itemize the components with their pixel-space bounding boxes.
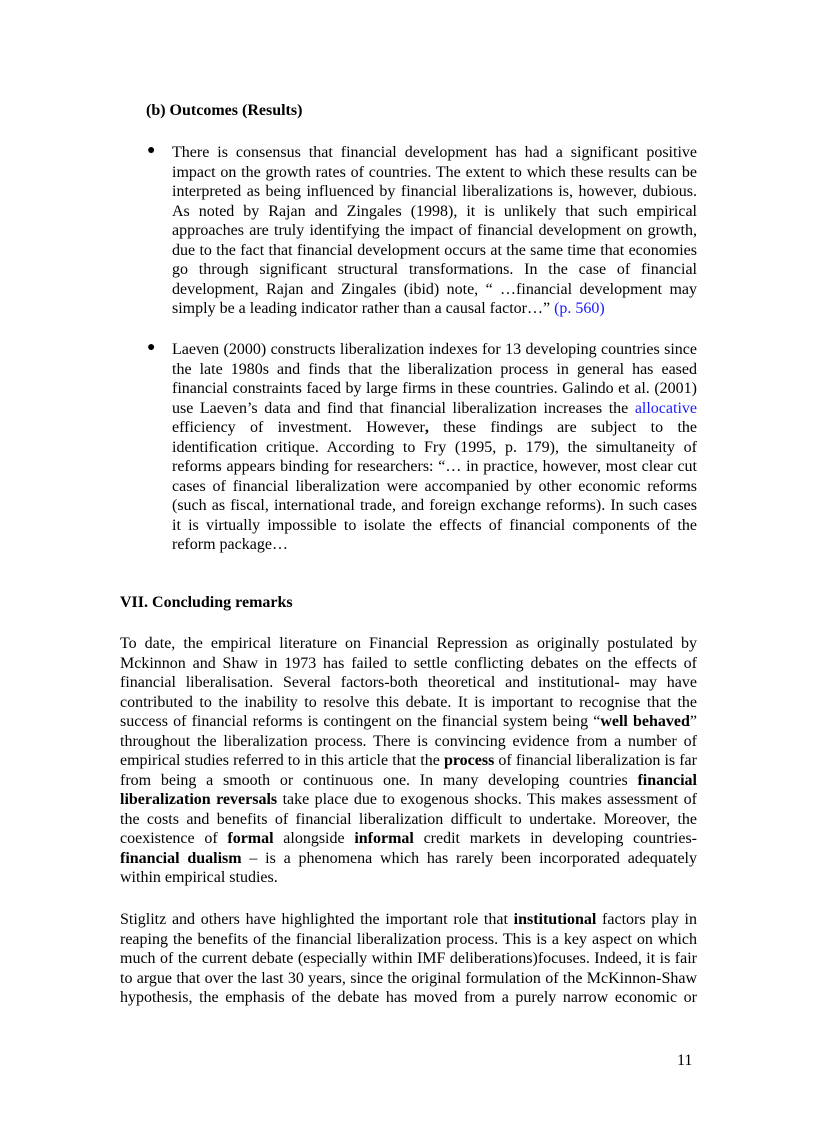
bold-text: process: [443, 752, 495, 769]
text-line: [120, 673, 697, 693]
text-line: [120, 969, 697, 989]
text-line: [172, 340, 697, 360]
paragraph-to-date: [120, 634, 697, 888]
text-run: alongside: [273, 830, 355, 847]
text-line: [120, 910, 697, 930]
text-line: [120, 949, 697, 969]
text-line: [120, 868, 697, 888]
text-run: There is consensus that financial development has had a significant positive: [172, 144, 697, 161]
bullet-icon: ●: [147, 340, 156, 355]
text-run: financial liberalisation. Several factors-both theoretical and institutional- may have: [120, 674, 697, 691]
text-run: interpreted as being influenced by financial liberalizations is, however, dubious.: [172, 183, 697, 200]
text-run: cases of financial liberalization were accompanied by other economic reforms: [172, 477, 697, 495]
text-run: reforms appears binding for researchers: “… in practice, however, most clear cut: [172, 458, 697, 475]
bold-text: informal: [354, 830, 414, 847]
bold-text: ,: [424, 419, 429, 436]
bold-text: financial: [637, 771, 697, 789]
text-run: ”: [689, 713, 697, 730]
text-run: from being a smooth or continuous one. In many developing countries: [120, 771, 638, 789]
text-run: development, Rajan and Zingales (ibid) note, “ …financial development may: [172, 280, 697, 298]
text-run: success of financial reforms is contingent on the financial system being “: [120, 713, 601, 730]
page-number: 11: [677, 1052, 693, 1069]
text-run: of financial liberalization is far: [494, 752, 697, 769]
text-line: [172, 260, 697, 280]
text-line: [172, 221, 697, 241]
text-line: [172, 438, 697, 458]
text-run: contributed to the inability to resolve this debate. It is important to recognise that the: [120, 693, 697, 711]
text-line: [172, 418, 697, 438]
text-run: impact on the growth rates of countries. The extent to which these results can be: [172, 163, 697, 181]
bullet-item-laeven: [172, 340, 697, 555]
section-heading-outcomes: (b) Outcomes (Results): [146, 102, 303, 119]
text-run: due to the fact that financial development occurs at the same time that economies: [172, 241, 697, 259]
text-run: Mckinnon and Shaw in 1973 has failed to settle conflicting debates on the effects of: [120, 654, 697, 672]
bold-text: institutional: [513, 911, 597, 928]
citation-link[interactable]: allocative: [634, 399, 697, 417]
text-line: [120, 693, 697, 713]
bold-text: well behaved: [600, 713, 690, 730]
text-line: [120, 712, 697, 732]
text-run: credit markets in developing countries-: [413, 830, 698, 847]
text-run: (such as fiscal, international trade, and foreign exchange reforms). In such cases: [172, 497, 697, 514]
text-line: [172, 399, 697, 419]
text-line: [172, 516, 697, 536]
text-run: efficiency of investment. However: [172, 419, 425, 436]
bullet-item-consensus: [172, 143, 697, 319]
text-line: [120, 732, 697, 752]
bold-text: liberalization reversals: [120, 791, 278, 808]
text-line: [172, 163, 697, 183]
text-run: the late 1980s and finds that the liberalization process in general has eased: [172, 360, 697, 378]
text-run: throughout the liberalization process. There is convincing evidence from a number of: [120, 732, 697, 750]
text-line: [172, 457, 697, 477]
text-line: [120, 930, 697, 950]
text-run: approaches are truly identifying the impact of financial development on growth,: [172, 222, 697, 239]
text-line: [120, 988, 697, 1008]
text-line: [172, 535, 697, 555]
text-run: factors play in: [596, 911, 697, 928]
text-line: [172, 496, 697, 516]
text-run: – is a phenomena which has rarely been incorporated adequately: [241, 849, 698, 867]
text-run: reform package…: [172, 536, 288, 553]
text-line: [120, 829, 697, 849]
text-run: financial constraints faced by large firms in these countries. Galindo et al. (2001): [172, 380, 697, 397]
text-line: [172, 299, 697, 319]
text-run: Stiglitz and others have highlighted the important role that: [120, 911, 514, 928]
text-line: [120, 654, 697, 674]
text-run: take place due to exogenous shocks. This makes assessment of: [277, 791, 698, 808]
citation-link[interactable]: (p. 560): [554, 300, 605, 317]
text-line: [172, 182, 697, 202]
text-run: Laeven (2000) constructs liberalization indexes for 13 developing countries since: [172, 341, 697, 358]
text-run: hypothesis, the emphasis of the debate has moved from a purely narrow economic or: [120, 989, 697, 1006]
text-run: much of the current debate (especially within IMF deliberations)focuses. Indeed, it is fair: [120, 950, 697, 967]
text-line: [172, 360, 697, 380]
text-run: simply be a leading indicator rather than a causal factor…”: [172, 300, 555, 317]
bold-text: financial dualism: [120, 849, 242, 867]
text-line: [172, 143, 697, 163]
text-run: As noted by Rajan and Zingales (1998), it is unlikely that such empirical: [172, 202, 697, 220]
text-line: [172, 477, 697, 497]
text-run: it is virtually impossible to isolate the effects of financial components of the: [172, 516, 697, 534]
text-run: identification critique. According to Fry (1995, p. 179), the simultaneity of: [172, 438, 697, 456]
text-run: coexistence of: [120, 830, 228, 847]
text-run: to argue that over the last 30 years, since the original formulation of the McKinnon-Shaw: [120, 969, 697, 987]
text-line: [172, 280, 697, 300]
text-line: [172, 202, 697, 222]
text-line: [120, 771, 697, 791]
text-run: use Laeven’s data and find that financial liberalization increases the: [172, 399, 635, 417]
text-line: [172, 379, 697, 399]
text-run: reaping the benefits of the financial liberalization process. This is a key aspect on which: [120, 930, 697, 948]
text-line: [172, 241, 697, 261]
text-line: [120, 751, 697, 771]
text-line: [120, 790, 697, 810]
text-run: within empirical studies.: [120, 869, 278, 886]
text-line: [120, 849, 697, 869]
bullet-icon: ●: [147, 143, 156, 158]
bold-text: formal: [227, 830, 274, 847]
paragraph-stiglitz: [120, 910, 697, 1008]
section-heading-concluding-remarks: VII. Concluding remarks: [120, 594, 293, 611]
text-run: go through significant structural transformations. In the case of financial: [172, 261, 697, 278]
text-line: [120, 634, 697, 654]
text-line: [120, 810, 697, 830]
text-run: To date, the empirical literature on Financial Repression as originally postulated by: [120, 635, 697, 652]
text-run: empirical studies referred to in this article that the: [120, 752, 444, 769]
text-run: these findings are subject to the: [428, 419, 697, 436]
text-run: the costs and benefits of financial liberalization difficult to undertake. Moreover, the: [120, 810, 697, 828]
